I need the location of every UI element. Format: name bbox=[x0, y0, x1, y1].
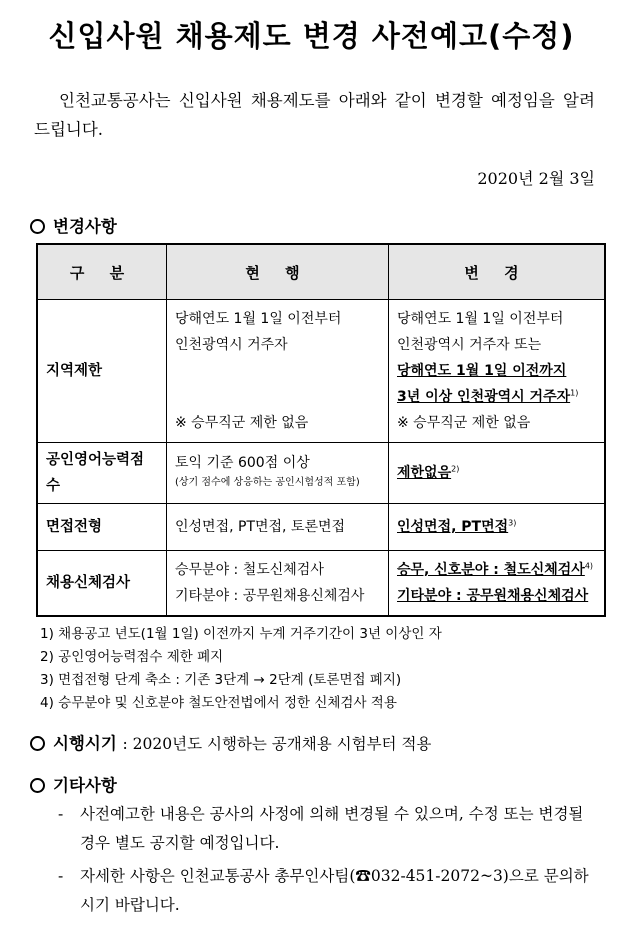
row-change bbox=[389, 551, 606, 617]
table-row bbox=[37, 443, 605, 504]
table-row bbox=[37, 300, 605, 443]
footnote-ref: 4) bbox=[584, 561, 594, 571]
row-current bbox=[167, 551, 389, 617]
circle-bullet-icon bbox=[30, 219, 45, 234]
change-emphasis: 인성면접, PT면접 bbox=[397, 519, 509, 535]
footnote-item: 1) 채용공고 년도(1월 1일) 이전까지 누계 거주기간이 3년 이상인 자 bbox=[40, 626, 442, 642]
notice-date: 2020년 2월 3일 bbox=[477, 169, 595, 188]
table-row bbox=[37, 551, 605, 617]
current-text: 기타분야 : 공무원채용신체검사 bbox=[175, 588, 365, 604]
circle-bullet-icon bbox=[30, 778, 45, 793]
section-other-label: 기타사항 bbox=[53, 776, 117, 795]
other-item-text: 사전예고한 내용은 공사의 사정에 의해 변경될 수 있으며, 수정 또는 변경될 경우 별도 공지할 예정입니다. bbox=[80, 805, 584, 852]
dash-marker: - bbox=[58, 805, 64, 823]
section-when-heading bbox=[30, 730, 431, 754]
current-text: 인천광역시 거주자 bbox=[175, 337, 288, 353]
row-change bbox=[389, 504, 606, 551]
table-row bbox=[37, 504, 605, 551]
header-change: 변 경 bbox=[389, 244, 606, 300]
change-emphasis: 당해연도 1월 1일 이전까지 bbox=[397, 363, 567, 379]
intro-paragraph: 인천교통공사는 신입사원 채용제도를 아래와 같이 변경할 예정임을 알려드립니다. bbox=[34, 91, 595, 139]
list-item bbox=[58, 862, 598, 920]
header-category: 구 분 bbox=[37, 244, 167, 300]
footnote-ref: 1) bbox=[570, 388, 579, 398]
footnotes-list bbox=[40, 623, 442, 715]
footnote-ref: 3) bbox=[508, 518, 517, 528]
circle-bullet-icon bbox=[30, 736, 45, 751]
row-category: 채용신체검사 bbox=[37, 551, 167, 617]
section-changes-heading bbox=[30, 213, 117, 237]
row-category: 지역제한 bbox=[37, 300, 167, 443]
current-small-note: (상기 점수에 상응하는 공인시험성적 포함) bbox=[175, 477, 360, 488]
footnote-ref: 2) bbox=[451, 464, 460, 474]
section-changes-label: 변경사항 bbox=[53, 217, 117, 236]
section-when-text: : 2020년도 시행하는 공개채용 시험부터 적용 bbox=[122, 735, 432, 753]
other-item-text: 자세한 사항은 인천교통공사 총무인사팀(☎032-451-2072~3)으로 문의하시기 바랍니다. bbox=[80, 867, 589, 914]
footnote-item: 4) 승무분야 및 신호분야 철도안전법에서 정한 신체검사 적용 bbox=[40, 695, 397, 711]
change-emphasis: 3년 이상 인천광역시 거주자 bbox=[397, 389, 571, 405]
list-item bbox=[58, 800, 598, 858]
current-text: 토익 기준 600점 이상 bbox=[175, 455, 310, 471]
table-header-row bbox=[37, 244, 605, 300]
section-other-heading bbox=[30, 772, 117, 796]
section-when-label: 시행시기 bbox=[53, 734, 117, 753]
row-change bbox=[389, 300, 606, 443]
change-text: 인천광역시 거주자 또는 bbox=[397, 337, 542, 353]
row-category: 면접전형 bbox=[37, 504, 167, 551]
other-items-list bbox=[58, 800, 598, 924]
change-emphasis: 제한없음 bbox=[397, 465, 452, 481]
row-current: 인성면접, PT면접, 토론면접 bbox=[167, 504, 389, 551]
dash-marker: - bbox=[58, 867, 64, 885]
row-category: 공인영어능력점수 bbox=[37, 443, 167, 504]
current-text: 승무분야 : 철도신체검사 bbox=[175, 562, 324, 578]
row-current bbox=[167, 443, 389, 504]
change-emphasis: 승무, 신호분야 : 철도신체검사 bbox=[397, 562, 585, 578]
page-title: 신입사원 채용제도 변경 사전예고(수정) bbox=[48, 19, 575, 53]
changes-table bbox=[36, 243, 606, 617]
change-note: ※ 승무직군 제한 없음 bbox=[397, 415, 531, 431]
footnote-item: 3) 면접전형 단계 축소 : 기존 3단계 → 2단계 (토론면접 폐지) bbox=[40, 672, 402, 688]
current-note: ※ 승무직군 제한 없음 bbox=[175, 415, 309, 431]
footnote-item: 2) 공인영어능력점수 제한 폐지 bbox=[40, 649, 224, 665]
current-text: 당해연도 1월 1일 이전부터 bbox=[175, 311, 342, 327]
row-current bbox=[167, 300, 389, 443]
change-emphasis: 기타분야 : 공무원채용신체검사 bbox=[397, 588, 589, 604]
header-current: 현 행 bbox=[167, 244, 389, 300]
row-change bbox=[389, 443, 606, 504]
change-text: 당해연도 1월 1일 이전부터 bbox=[397, 311, 564, 327]
